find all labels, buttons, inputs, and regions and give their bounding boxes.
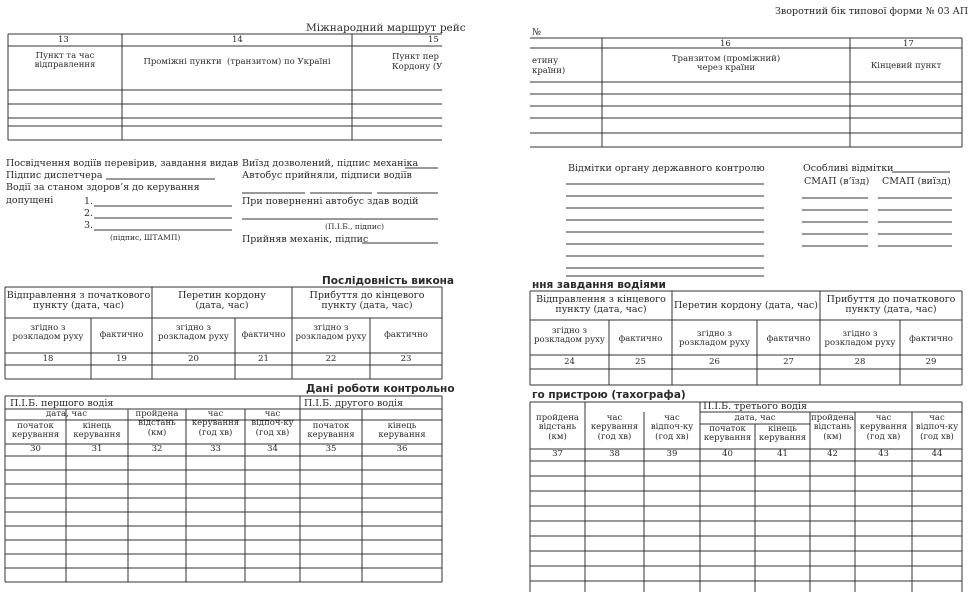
col-num: 26 [709,357,720,367]
drive-time-header: час керування (год хв) [590,413,639,442]
col-num: 22 [325,354,337,364]
driver1-name-label: П.І.Б. першого водія [10,398,114,409]
datetime-header: дата, час [734,413,776,423]
col-num: 43 [878,449,889,459]
sequence-title-right: ння завдання водіями [532,279,666,291]
col-num: 35 [325,444,337,454]
start-driving-header: початок керування [703,424,752,444]
note-admitted: допущені [6,195,54,206]
col-num: 36 [396,444,408,454]
col-num: 24 [564,357,575,367]
col-num: 25 [635,357,646,367]
note-num-1: 1. [84,196,94,207]
note-name-signature: (П.І.Б., підпис) [325,222,385,231]
col-num: 28 [854,357,866,367]
smap-exit-label: СМАП (виїзд) [882,176,951,187]
border-crossing-country-header: етину країни) [532,56,566,76]
rest-time-header: час відпоч-ку (год хв) [251,409,294,438]
col-15-header: Пункт пер Кордону (У [392,52,443,72]
note-num-2: 2. [84,208,94,219]
driving-title-right: го пристрою (тахографа) [532,389,686,401]
col-num: 39 [666,449,678,459]
fact-header: фактично [241,330,286,340]
col-num: 44 [931,449,943,459]
special-marks-label: Особливі відмітки [803,163,894,174]
col-num: 21 [258,354,269,364]
drive-time-header: час керування (год хв) [191,409,240,438]
plan-header: згідно з розкладом руху [12,323,84,343]
col-17-header: Кінцевий пункт [870,61,942,71]
col-num-15: 15 [428,35,439,45]
col-num-14: 14 [232,35,243,45]
col-num: 33 [210,444,221,454]
fact-header: фактично [99,330,144,340]
fact-header: фактично [766,334,811,344]
distance-header: пройдена відстань (км) [536,413,579,442]
note-stamp: (підпис, ШТАМП) [110,233,181,242]
col-16-header: Транзитом (проміжний) через країни [671,54,781,74]
start-driving-header: початок керування [11,421,60,441]
col-num: 19 [116,354,127,364]
col-num: 23 [400,354,412,364]
col-num: 29 [925,357,937,367]
col-num: 32 [151,444,163,454]
col-num: 38 [609,449,620,459]
plan-header: згідно з розкладом руху [679,329,750,349]
smap-entry-label: СМАП (в’їзд) [804,176,870,187]
note-num-3: 3. [84,220,94,231]
note-bus-accepted: Автобус прийняли, підписи водіїв [242,170,412,181]
fact-header: фактично [909,334,953,344]
sequence-title-left: Послідовність викона [322,275,454,287]
note-exit-allowed: Виїзд дозволений, підпис механіка [242,158,419,169]
note-mechanic-accepted: Прийняв механік, підпис [242,234,369,245]
driver3-name-label: П.І.Б. третього водія [703,401,807,412]
rest-time-header: час відпоч-ку (год хв) [915,413,959,442]
route-section-title: Міжнародний маршрут рейс [306,22,466,34]
col-num: 20 [188,354,199,364]
drive-time-header: час керування (год хв) [859,413,908,442]
plan-header: згідно з розкладом руху [534,326,605,346]
datetime-header: дата, час [46,409,87,419]
driver2-name-label: П.І.Б. другого водія [304,398,403,409]
group-border-crossing-2: Перетин кордону (дата, час) [674,300,818,311]
driving-title-left: Дані роботи контрольно [306,383,455,395]
note-bus-returned: При поверненні автобус здав водій [242,196,419,207]
end-driving-header: кінець керування [378,421,426,441]
col-num: 18 [42,354,54,364]
group-border-crossing-1: Перетин кордону (дата, час) [178,290,266,312]
plan-header: згідно з розкладом руху [824,329,896,349]
group-arrival-end: Прибуття до кінцевого пункту (дата, час) [309,290,425,312]
fact-header: фактично [618,334,663,344]
col-13-header: Пункт та час відправлення [34,51,96,71]
col-num: 41 [777,449,788,459]
plan-header: згідно з розкладом руху [158,323,229,343]
note-dispatcher-line: Посвідчення водіїв перевірив, завдання видав [6,158,239,169]
plan-header: згідно з розкладом руху [295,323,367,343]
col-num-13: 13 [58,35,69,45]
group-arrival-start: Прибуття до початкового пункту (дата, час) [826,294,956,316]
distance-header: пройдена відстань (км) [811,413,854,442]
rest-time-header: час відпоч-ку (год хв) [650,413,694,442]
route-no-label: № [532,27,541,38]
col-num: 27 [783,357,794,367]
col-num: 40 [722,449,733,459]
col-num-17: 17 [903,39,914,49]
col-num: 30 [30,444,41,454]
end-driving-header: кінець керування [73,421,121,441]
col-14-header: Проміжні пункти (транзитом) по Україні [143,57,331,67]
group-departure-end: Відправлення з кінцевого пункту (дата, час) [536,294,666,316]
note-health-check: Водії за станом здоров’я до керування [6,182,200,193]
control-marks-label: Відмітки органу державного контролю [568,163,765,174]
end-driving-header: кінець керування [758,424,807,444]
distance-header: пройдена відстань (км) [135,409,179,438]
start-driving-header: початок керування [307,421,355,441]
col-num: 31 [91,444,103,454]
col-num-16: 16 [720,39,731,49]
col-num: 34 [267,444,278,454]
col-num: 37 [552,449,563,459]
group-departure-start: Відправлення з початкового пункту (дата, час) [6,290,151,312]
note-dispatcher-signature: Підпис диспетчера [6,170,103,181]
form-header: Зворотний бік типової форми № 03 АП [775,6,969,17]
fact-header: фактично [384,330,428,340]
col-num: 42 [827,449,838,459]
